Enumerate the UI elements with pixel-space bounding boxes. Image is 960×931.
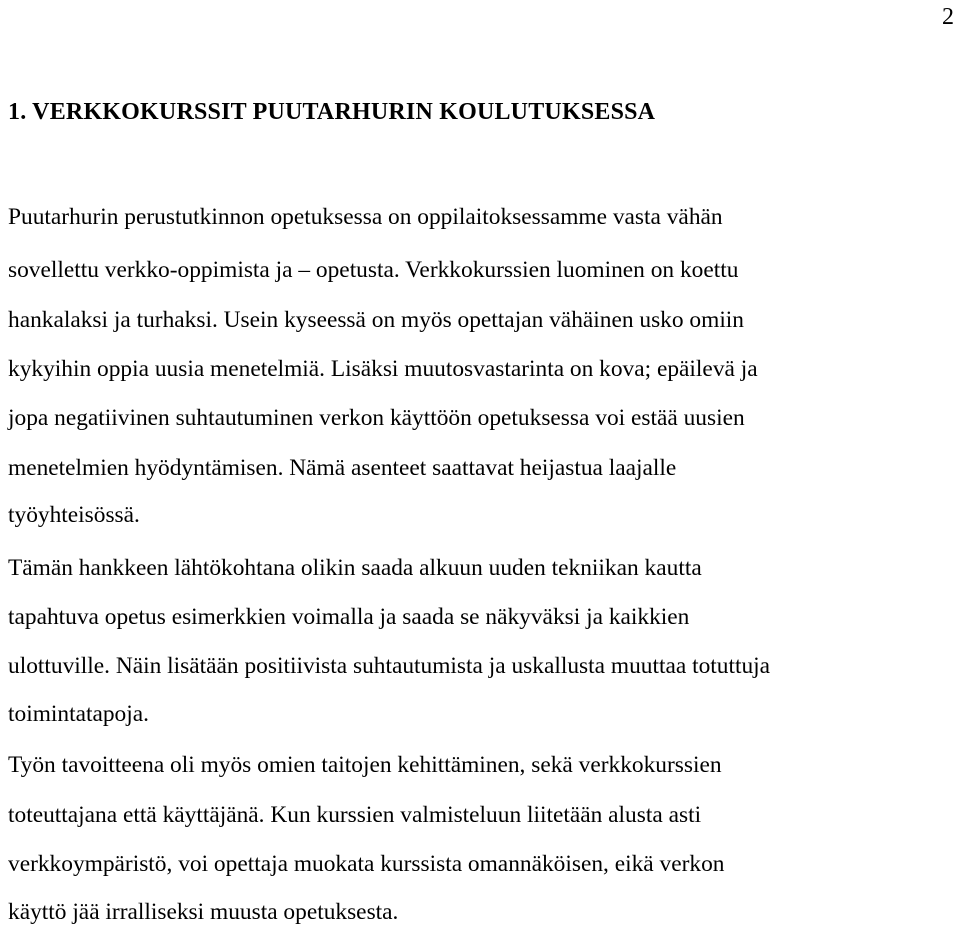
text-line: sovellettu verkko-oppimista ja – opetusta. Verkkokurssien luominen on koettu [8,257,739,283]
text-line: toimintatapoja. [8,701,149,727]
text-line: hankalaksi ja turhaksi. Usein kyseessä on myös opettajan vähäinen usko omiin [8,307,745,333]
text-line: verkkoympäristö, voi opettaja muokata kurssista omannäköisen, eikä verkon [8,851,725,877]
text-line: Puutarhurin perustutkinnon opetuksessa on oppilaitoksessamme vasta vähän [8,204,723,230]
text-line: menetelmien hyödyntämisen. Nämä asenteet saattavat heijastua laajalle [8,455,677,481]
text-line: työyhteisössä. [8,502,140,528]
text-line: Työn tavoitteena oli myös omien taitojen kehittäminen, sekä verkkokurssien [8,752,722,778]
text-line: jopa negatiivinen suhtautuminen verkon käyttöön opetuksessa voi estää uusien [8,405,745,431]
text-line: käyttö jää irralliseksi muusta opetuksesta. [8,899,399,925]
text-line: Tämän hankkeen lähtökohtana olikin saada alkuun uuden tekniikan kautta [8,555,702,581]
text-line: ulottuville. Näin lisätään positiivista suhtautumista ja uskallusta muuttaa totuttuja [8,653,771,679]
text-line: kykyihin oppia uusia menetelmiä. Lisäksi muutosvastarinta on kova; epäilevä ja [8,356,758,382]
text-line: tapahtuva opetus esimerkkien voimalla ja saada se näkyväksi ja kaikkien [8,604,690,630]
text-line: toteuttajana että käyttäjänä. Kun kurssien valmisteluun liitetään alusta asti [8,802,702,828]
section-heading: 1. VERKKOKURSSIT PUUTARHURIN KOULUTUKSESSA [8,99,656,125]
page-number: 2 [942,4,954,30]
